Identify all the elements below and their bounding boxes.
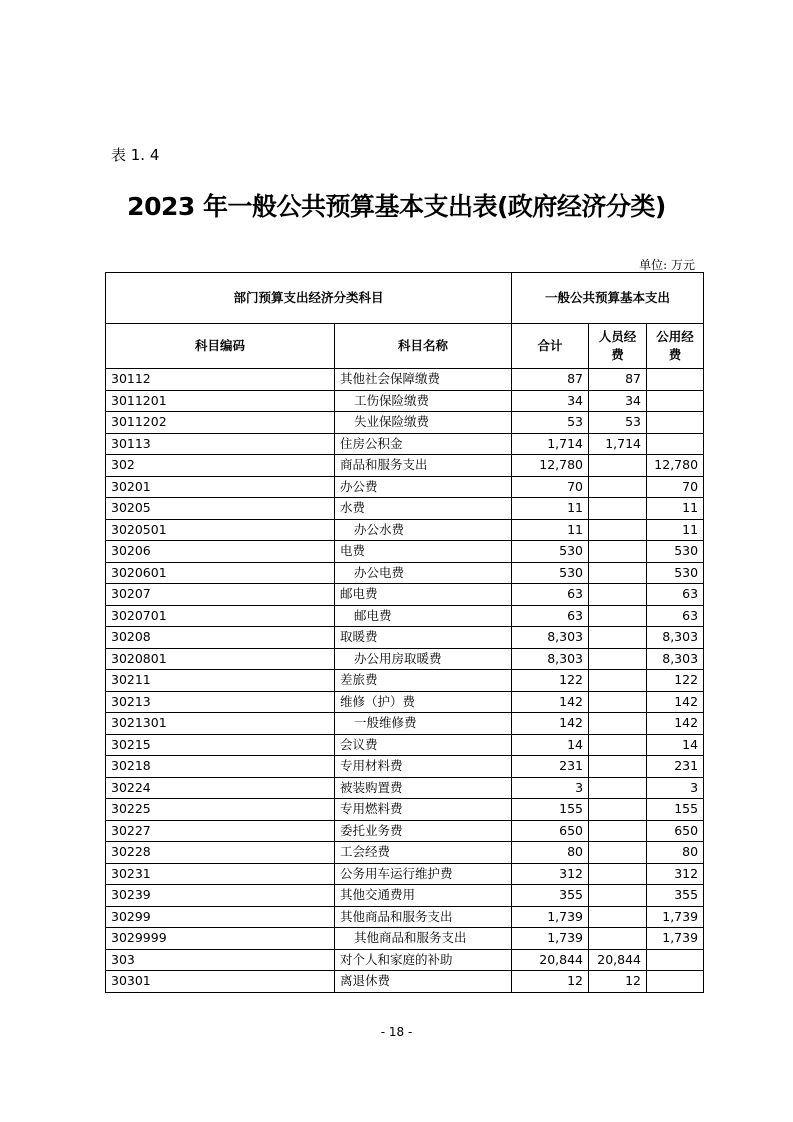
cell-name: 专用燃料费: [335, 799, 512, 821]
cell-name: 公务用车运行维护费: [335, 863, 512, 885]
cell-name: 其他商品和服务支出: [335, 928, 512, 950]
cell-public: 63: [647, 584, 704, 606]
cell-public: 11: [647, 498, 704, 520]
column-header-public-line2: 费: [668, 347, 682, 362]
cell-total: 14: [512, 734, 589, 756]
cell-public: [647, 433, 704, 455]
cell-total: 122: [512, 670, 589, 692]
cell-code: 30225: [106, 799, 335, 821]
cell-code: 303: [106, 949, 335, 971]
cell-public: 650: [647, 820, 704, 842]
cell-name: 一般维修费: [335, 713, 512, 735]
cell-personnel: [589, 906, 647, 928]
cell-total: 34: [512, 390, 589, 412]
cell-personnel: [589, 842, 647, 864]
table-body: [106, 369, 704, 993]
unit-label: 单位: 万元: [639, 258, 695, 272]
table-number: 表 1. 4: [111, 146, 160, 164]
column-header-personnel-line2: 费: [611, 347, 624, 362]
header-row-group: [106, 273, 704, 324]
table-row: [106, 670, 704, 692]
cell-code: 30239: [106, 885, 335, 907]
cell-personnel: [589, 498, 647, 520]
table-row: [106, 713, 704, 735]
cell-public: 155: [647, 799, 704, 821]
cell-public: 14: [647, 734, 704, 756]
cell-personnel: 12: [589, 971, 647, 993]
cell-personnel: [589, 670, 647, 692]
cell-public: [647, 412, 704, 434]
table-row: [106, 412, 704, 434]
cell-code: 30112: [106, 369, 335, 391]
cell-name: 会议费: [335, 734, 512, 756]
cell-name: 住房公积金: [335, 433, 512, 455]
cell-public: 530: [647, 562, 704, 584]
cell-name: 办公电费: [335, 562, 512, 584]
column-header-personnel: [589, 324, 647, 369]
cell-personnel: [589, 756, 647, 778]
cell-public: 11: [647, 519, 704, 541]
table-row: [106, 455, 704, 477]
cell-name: 被装购置费: [335, 777, 512, 799]
table-row: [106, 863, 704, 885]
cell-personnel: [589, 455, 647, 477]
cell-code: 30301: [106, 971, 335, 993]
cell-total: 355: [512, 885, 589, 907]
cell-public: [647, 390, 704, 412]
cell-code: 30213: [106, 691, 335, 713]
cell-total: 142: [512, 691, 589, 713]
cell-total: 142: [512, 713, 589, 735]
cell-total: 231: [512, 756, 589, 778]
table-row: [106, 476, 704, 498]
cell-public: 142: [647, 713, 704, 735]
table-row: [106, 971, 704, 993]
cell-code: 30208: [106, 627, 335, 649]
cell-personnel: [589, 928, 647, 950]
cell-code: 30227: [106, 820, 335, 842]
cell-total: 8,303: [512, 627, 589, 649]
table-row: [106, 799, 704, 821]
table-row: [106, 369, 704, 391]
cell-total: 70: [512, 476, 589, 498]
cell-code: 30113: [106, 433, 335, 455]
cell-personnel: 1,714: [589, 433, 647, 455]
cell-personnel: [589, 885, 647, 907]
cell-name: 失业保险缴费: [335, 412, 512, 434]
cell-name: 委托业务费: [335, 820, 512, 842]
cell-total: 312: [512, 863, 589, 885]
cell-personnel: [589, 476, 647, 498]
cell-public: 231: [647, 756, 704, 778]
cell-code: 3029999: [106, 928, 335, 950]
cell-personnel: 20,844: [589, 949, 647, 971]
cell-code: 3020701: [106, 605, 335, 627]
cell-personnel: [589, 734, 647, 756]
cell-total: 87: [512, 369, 589, 391]
table-row: [106, 691, 704, 713]
cell-name: 离退休费: [335, 971, 512, 993]
cell-name: 工伤保险缴费: [335, 390, 512, 412]
table-row: [106, 756, 704, 778]
cell-personnel: 87: [589, 369, 647, 391]
cell-public: [647, 971, 704, 993]
cell-name: 专用材料费: [335, 756, 512, 778]
cell-code: 302: [106, 455, 335, 477]
cell-code: 30207: [106, 584, 335, 606]
cell-personnel: [589, 648, 647, 670]
cell-public: 1,739: [647, 906, 704, 928]
table-row: [106, 842, 704, 864]
table-row: [106, 885, 704, 907]
cell-public: [647, 369, 704, 391]
group-header-basic-expenditure: 一般公共预算基本支出: [512, 273, 704, 324]
table-row: [106, 605, 704, 627]
cell-public: 1,739: [647, 928, 704, 950]
cell-personnel: [589, 584, 647, 606]
cell-total: 80: [512, 842, 589, 864]
cell-name: 其他交通费用: [335, 885, 512, 907]
column-header-public: [647, 324, 704, 369]
cell-total: 3: [512, 777, 589, 799]
cell-personnel: [589, 519, 647, 541]
cell-public: 12,780: [647, 455, 704, 477]
cell-code: 3020601: [106, 562, 335, 584]
table-row: [106, 777, 704, 799]
cell-total: 155: [512, 799, 589, 821]
cell-code: 30231: [106, 863, 335, 885]
cell-code: 30224: [106, 777, 335, 799]
column-header-total: 合计: [512, 324, 589, 369]
table-row: [106, 390, 704, 412]
cell-name: 办公用房取暖费: [335, 648, 512, 670]
cell-name: 差旅费: [335, 670, 512, 692]
column-header-name: 科目名称: [335, 324, 512, 369]
page-number: - 18 -: [380, 1025, 413, 1039]
cell-code: 30218: [106, 756, 335, 778]
page-title: 2023 年一般公共预算基本支出表(政府经济分类): [127, 192, 666, 221]
cell-code: 3020801: [106, 648, 335, 670]
header-row-columns: [106, 324, 704, 369]
cell-personnel: 53: [589, 412, 647, 434]
group-header-classification: 部门预算支出经济分类科目: [106, 273, 512, 324]
cell-name: 取暖费: [335, 627, 512, 649]
cell-personnel: [589, 691, 647, 713]
cell-personnel: [589, 799, 647, 821]
table-row: [106, 584, 704, 606]
cell-total: 12: [512, 971, 589, 993]
cell-public: 8,303: [647, 648, 704, 670]
table-row: [106, 648, 704, 670]
table-row: [106, 498, 704, 520]
cell-personnel: [589, 713, 647, 735]
cell-total: 20,844: [512, 949, 589, 971]
cell-total: 63: [512, 584, 589, 606]
cell-name: 对个人和家庭的补助: [335, 949, 512, 971]
cell-public: 142: [647, 691, 704, 713]
cell-public: 63: [647, 605, 704, 627]
table-row: [106, 734, 704, 756]
cell-public: 122: [647, 670, 704, 692]
cell-total: 12,780: [512, 455, 589, 477]
cell-total: 11: [512, 519, 589, 541]
cell-personnel: [589, 820, 647, 842]
cell-public: 80: [647, 842, 704, 864]
cell-total: 650: [512, 820, 589, 842]
cell-code: 3011201: [106, 390, 335, 412]
table-row: [106, 820, 704, 842]
table-row: [106, 519, 704, 541]
cell-personnel: [589, 562, 647, 584]
cell-personnel: [589, 863, 647, 885]
cell-public: 530: [647, 541, 704, 563]
cell-code: 30228: [106, 842, 335, 864]
cell-code: 3020501: [106, 519, 335, 541]
table-row: [106, 541, 704, 563]
cell-name: 其他商品和服务支出: [335, 906, 512, 928]
cell-code: 30206: [106, 541, 335, 563]
cell-total: 1,739: [512, 928, 589, 950]
table-row: [106, 562, 704, 584]
cell-name: 其他社会保障缴费: [335, 369, 512, 391]
cell-personnel: [589, 605, 647, 627]
cell-public: 70: [647, 476, 704, 498]
cell-total: 530: [512, 541, 589, 563]
cell-name: 邮电费: [335, 605, 512, 627]
table-row: [106, 906, 704, 928]
cell-public: [647, 949, 704, 971]
cell-public: 312: [647, 863, 704, 885]
table-row: [106, 928, 704, 950]
cell-personnel: [589, 627, 647, 649]
cell-public: 8,303: [647, 627, 704, 649]
cell-personnel: [589, 777, 647, 799]
cell-total: 11: [512, 498, 589, 520]
cell-public: 355: [647, 885, 704, 907]
column-header-code: 科目编码: [106, 324, 335, 369]
cell-name: 水费: [335, 498, 512, 520]
cell-total: 8,303: [512, 648, 589, 670]
cell-total: 53: [512, 412, 589, 434]
cell-total: 1,714: [512, 433, 589, 455]
cell-code: 30201: [106, 476, 335, 498]
cell-code: 3011202: [106, 412, 335, 434]
cell-code: 3021301: [106, 713, 335, 735]
cell-code: 30205: [106, 498, 335, 520]
cell-name: 商品和服务支出: [335, 455, 512, 477]
table-row: [106, 433, 704, 455]
cell-name: 工会经费: [335, 842, 512, 864]
cell-personnel: [589, 541, 647, 563]
cell-code: 30211: [106, 670, 335, 692]
cell-name: 办公水费: [335, 519, 512, 541]
cell-name: 邮电费: [335, 584, 512, 606]
cell-name: 电费: [335, 541, 512, 563]
cell-name: 办公费: [335, 476, 512, 498]
cell-name: 维修（护）费: [335, 691, 512, 713]
table-row: [106, 627, 704, 649]
table-row: [106, 949, 704, 971]
column-header-personnel-line1: 人员经: [598, 329, 637, 344]
column-header-public-line1: 公用经: [656, 329, 694, 344]
cell-public: 3: [647, 777, 704, 799]
cell-total: 1,739: [512, 906, 589, 928]
cell-total: 63: [512, 605, 589, 627]
cell-code: 30215: [106, 734, 335, 756]
cell-code: 30299: [106, 906, 335, 928]
budget-table: [105, 272, 704, 993]
cell-total: 530: [512, 562, 589, 584]
cell-personnel: 34: [589, 390, 647, 412]
